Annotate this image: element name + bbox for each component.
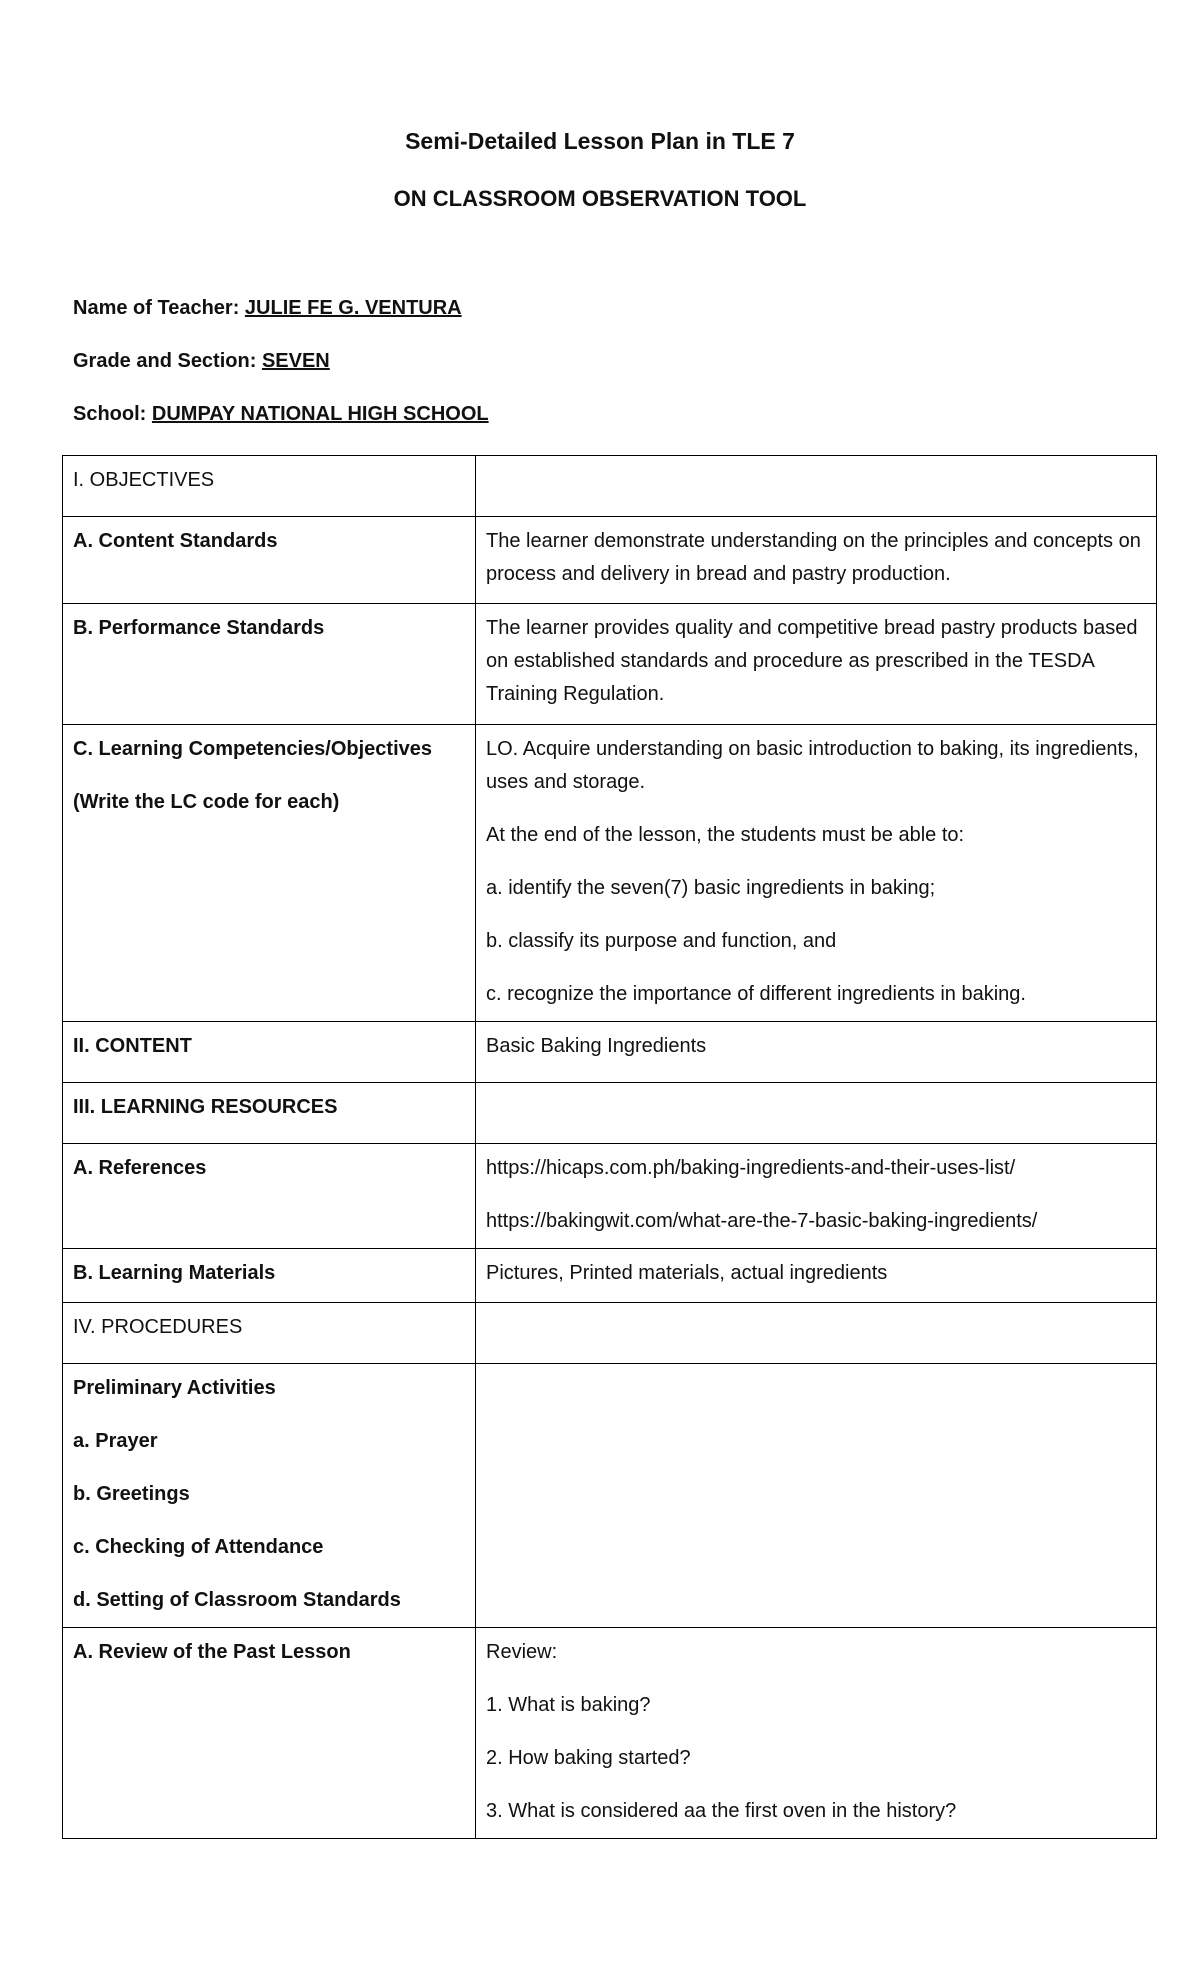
list-item: 2. How baking started? [486, 1747, 691, 1769]
competencies-label: C. Learning Competencies/Objectives [73, 738, 432, 760]
content-heading: II. CONTENT [63, 1022, 476, 1083]
list-item: c. recognize the importance of different ingredients in baking. [486, 983, 1026, 1005]
references-value-cell [476, 1144, 1157, 1249]
table-row [63, 1364, 1157, 1628]
table-row [63, 604, 1157, 725]
table-row [63, 1144, 1157, 1249]
references-label: A. References [63, 1144, 476, 1249]
document-subtitle: ON CLASSROOM OBSERVATION TOOL [393, 186, 807, 211]
objectives-heading: I. OBJECTIVES [63, 456, 476, 517]
list-item: b. classify its purpose and function, and [486, 930, 837, 952]
grade-value: SEVEN [261, 350, 330, 372]
teacher-info [73, 297, 462, 320]
procedures-empty-cell [476, 1303, 1157, 1364]
school-value: DUMPAY NATIONAL HIGH SCHOOL [151, 403, 489, 425]
competencies-sublabel: (Write the LC code for each) [73, 791, 340, 813]
competencies-intro: At the end of the lesson, the students must be able to: [486, 824, 965, 846]
reference-link: https://bakingwit.com/what-are-the-7-basic-baking-ingredients/ [486, 1210, 1038, 1232]
teacher-label: Name of Teacher: [73, 297, 240, 319]
learning-resources-empty-cell [476, 1083, 1157, 1144]
preliminary-label-cell [63, 1364, 476, 1628]
list-item: b. Greetings [73, 1483, 190, 1505]
learning-materials-value: Pictures, Printed materials, actual ingredients [476, 1249, 1157, 1303]
learning-resources-heading: III. LEARNING RESOURCES [63, 1083, 476, 1144]
table-row [63, 1628, 1157, 1839]
content-standards-value: The learner demonstrate understanding on the principles and concepts on process and delivery in bread and pastry production. [476, 517, 1157, 604]
school-info [73, 403, 489, 426]
reference-link: https://hicaps.com.ph/baking-ingredients-and-their-uses-list/ [486, 1157, 1016, 1179]
content-standards-label: A. Content Standards [63, 517, 476, 604]
review-label: A. Review of the Past Lesson [63, 1628, 476, 1839]
lesson-plan-table [62, 455, 1157, 1839]
school-label: School: [73, 403, 147, 425]
content-value: Basic Baking Ingredients [476, 1022, 1157, 1083]
list-item: c. Checking of Attendance [73, 1536, 324, 1558]
objectives-empty-cell [476, 456, 1157, 517]
performance-standards-label: B. Performance Standards [63, 604, 476, 725]
table-row [63, 1022, 1157, 1083]
list-item: d. Setting of Classroom Standards [73, 1589, 401, 1611]
table-row [63, 517, 1157, 604]
list-item: a. identify the seven(7) basic ingredients in baking; [486, 877, 936, 899]
learning-materials-label: B. Learning Materials [63, 1249, 476, 1303]
table-row [63, 725, 1157, 1022]
preliminary-label: Preliminary Activities [73, 1377, 276, 1399]
grade-info [73, 350, 330, 373]
review-heading: Review: [486, 1641, 558, 1663]
table-row [63, 1083, 1157, 1144]
table-row [63, 1249, 1157, 1303]
competencies-value-cell [476, 725, 1157, 1022]
grade-label: Grade and Section: [73, 350, 257, 372]
competencies-lo: LO. Acquire understanding on basic introduction to baking, its ingredients, uses and storage. [486, 738, 1139, 793]
review-value-cell [476, 1628, 1157, 1839]
teacher-value: JULIE FE G. VENTURA [244, 297, 462, 319]
table-row [63, 1303, 1157, 1364]
table-row [63, 456, 1157, 517]
document-title: Semi-Detailed Lesson Plan in TLE 7 [405, 128, 795, 154]
list-item: 1. What is baking? [486, 1694, 651, 1716]
preliminary-empty-cell [476, 1364, 1157, 1628]
competencies-label-cell [63, 725, 476, 1022]
procedures-heading: IV. PROCEDURES [63, 1303, 476, 1364]
performance-standards-value: The learner provides quality and competitive bread pastry products based on established standards and procedure as prescribed in the TESDA Training Regulation. [476, 604, 1157, 725]
list-item: 3. What is considered aa the first oven in the history? [486, 1800, 957, 1822]
list-item: a. Prayer [73, 1430, 158, 1452]
